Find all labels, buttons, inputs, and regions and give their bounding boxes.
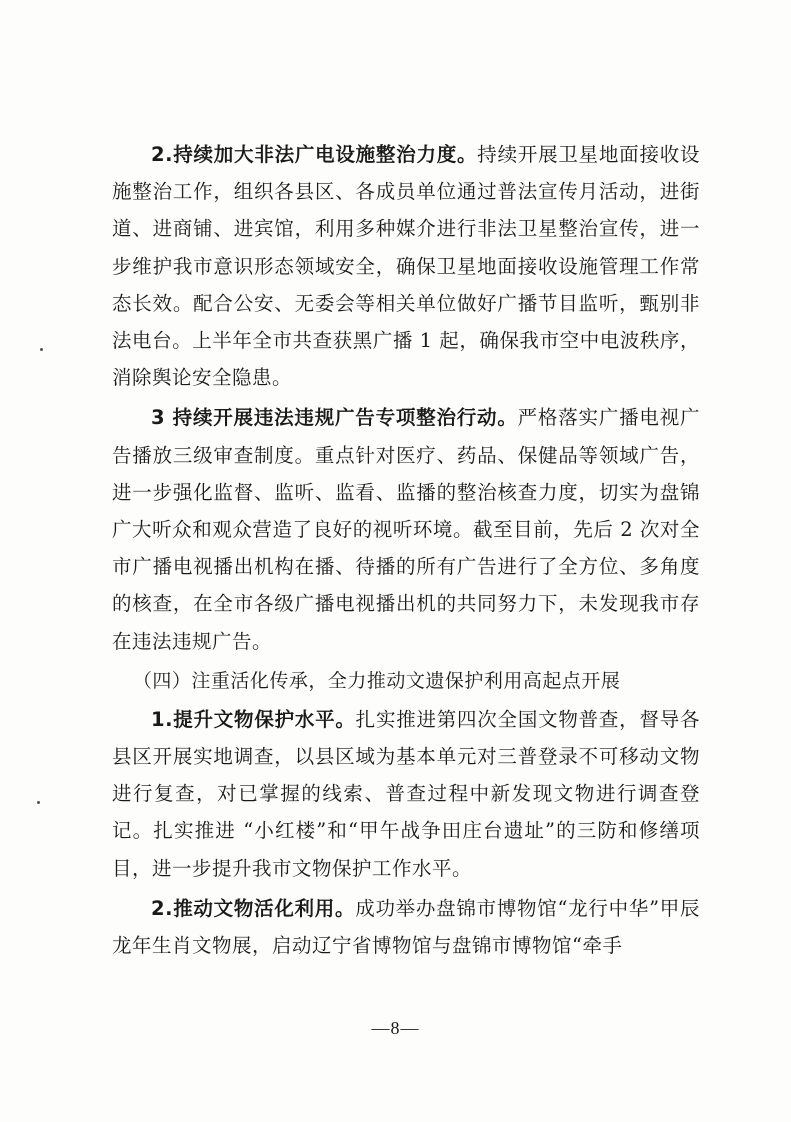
paragraph-body: 严格落实广播电视广告播放三级审查制度。重点针对医疗、药品、保健品等领域广告，进一步强化监督、监听、监看、监播的整治核查力度，切实为盘锦广大听众和观众营造了良好的视听环境。截至目前，先后 2 次对全市广播电视播出机构在播、待播的所有广告进行了全方位、多角度的核查，在全市各级广播电视播出机的共同努力下，未发现我市存在违法违规广告。 [112,406,700,653]
section-heading: （四）注重活化传承，全力推动文遗保护利用高起点开展 [132,669,621,692]
paragraph-lead: 2.持续加大非法广电设施整治力度。 [151,143,478,166]
scan-speck [37,801,40,804]
scan-speck [40,348,43,351]
paragraph-lead: 3 持续开展违法违规广告专项整治行动。 [151,406,518,430]
paragraph-body: 持续开展卫星地面接收设施整治工作，组织各县区、各成员单位通过普法宣传月活动，进街道、进商铺、进宾馆，利用多种媒介进行非法卫星整治宣传，进一步维护我市意识形态领域安全，确保卫星地面接收设施管理工作常态长效。配合公安、无委会等相关单位做好广播节目监听，甄别非法电台。上半年全市共查获黑广播 1 起，确保我市空中电波秩序，消除舆论安全隐患。 [112,143,700,390]
paragraph-illegal-ads [112,399,700,659]
paragraph-relic-utilization [112,890,700,964]
paragraph-body: 成功举办盘锦市博物馆“龙行中华”甲辰龙年生肖文物展，启动辽宁省博物馆与盘锦市博物馆“牵手 [112,896,700,958]
paragraph-body: 扎实推进第四次全国文物普查，督导各县区开展实地调查，以县区域为基本单元对三普登录不可移动文物进行复查，对已掌握的线索、普查过程中新发现文物进行调查登记。扎实推进 “小红楼”和“甲午战争田庄台遗址”的三防和修缮项目，进一步提升我市文物保护工作水平。 [112,707,700,880]
paragraph-illegal-facilities [112,136,700,396]
document-body [112,136,700,967]
paragraph-lead: 1.提升文物保护水平。 [151,707,356,731]
paragraph-lead: 2.推动文物活化利用。 [151,896,356,920]
paragraph-relic-protection [112,701,700,887]
page-number: —8— [371,1018,420,1038]
